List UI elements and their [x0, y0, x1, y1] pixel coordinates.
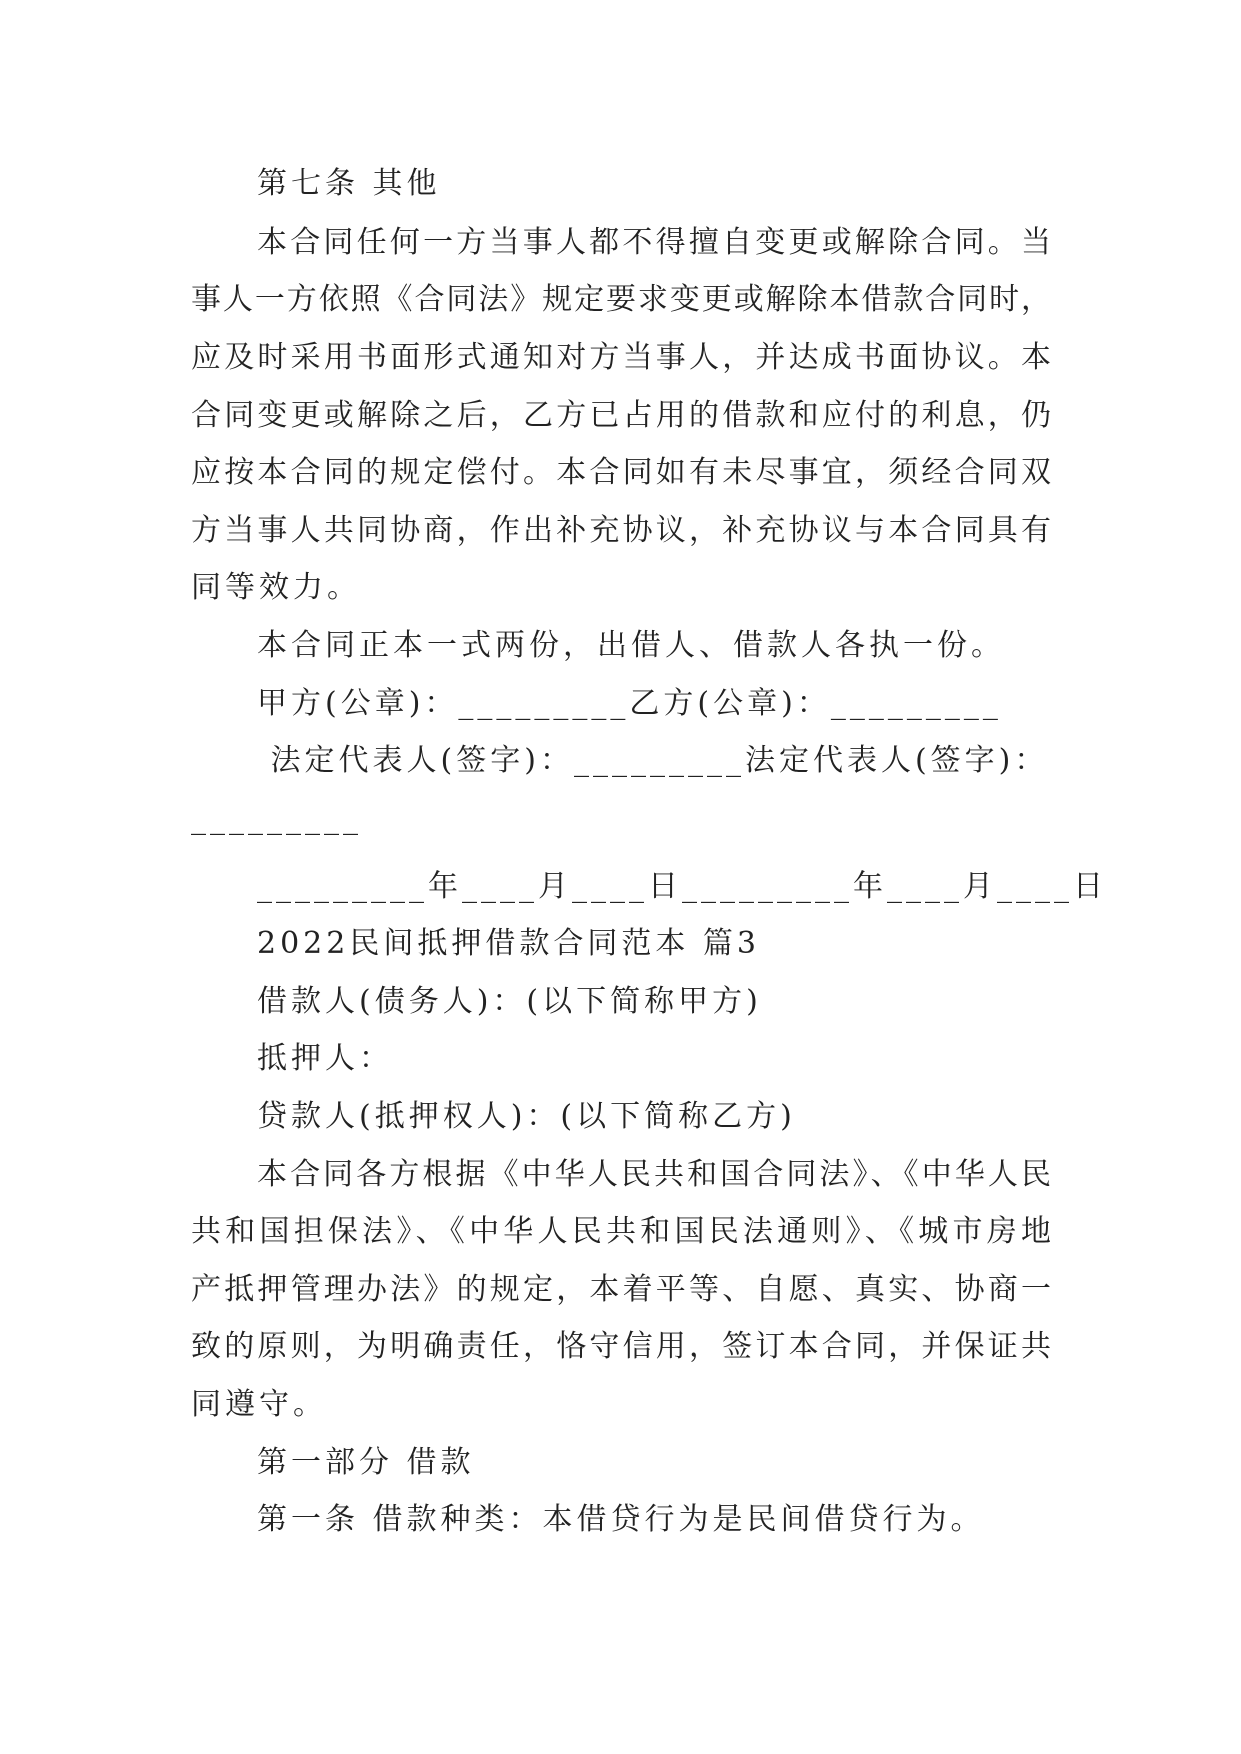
party-seal-line: 甲方(公章)：_________乙方(公章)：_________	[257, 686, 1002, 721]
paragraph-line: 产抵押管理办法》的规定，本着平等、自愿、真实、协商一	[191, 1272, 1051, 1307]
paragraph-line: 致的原则，为明确责任，恪守信用，签订本合同，并保证共	[191, 1329, 1051, 1364]
article-1-line: 第一条 借款种类：本借贷行为是民间借贷行为。	[257, 1502, 985, 1537]
paragraph-line: 本合同各方根据《中华人民共和国合同法》、《中华人民	[257, 1157, 1051, 1192]
signature-blank-line: _________	[191, 801, 362, 836]
paragraph-line: 共和国担保法》、《中华人民共和国民法通则》、《城市房地	[191, 1214, 1051, 1249]
paragraph-line: 应及时采用书面形式通知对方当事人，并达成书面协议。本	[191, 340, 1051, 375]
paragraph-line: 合同变更或解除之后，乙方已占用的借款和应付的利息，仍	[191, 398, 1051, 433]
paragraph-line: 本合同正本一式两份，出借人、借款人各执一份。	[257, 628, 1005, 663]
lender-line: 贷款人(抵押权人)：(以下简称乙方)	[257, 1099, 796, 1134]
section-heading-article-7: 第七条 其他	[257, 166, 441, 201]
paragraph-line: 应按本合同的规定偿付。本合同如有未尽事宜，须经合同双	[191, 455, 1051, 490]
part-heading-loan: 第一部分 借款	[257, 1445, 475, 1480]
paragraph-line: 同等效力。	[191, 570, 361, 605]
paragraph-line: 事人一方依照《合同法》规定要求变更或解除本借款合同时，	[191, 282, 1051, 317]
paragraph-line: 同遵守。	[191, 1387, 327, 1422]
mortgagor-line: 抵押人：	[257, 1041, 393, 1076]
representative-signature-line: 法定代表人(签字)：_________法定代表人(签字)：	[257, 743, 1049, 778]
date-line: _________年____月____日_________年____月____日	[257, 869, 1107, 904]
paragraph-line: 本合同任何一方当事人都不得擅自变更或解除合同。当	[257, 225, 1051, 260]
borrower-line: 借款人(债务人)：(以下简称甲方)	[257, 984, 762, 1019]
paragraph-line: 方当事人共同协商，作出补充协议，补充协议与本合同具有	[191, 513, 1051, 548]
section-title-contract-3: 2022民间抵押借款合同范本 篇3	[257, 926, 760, 961]
